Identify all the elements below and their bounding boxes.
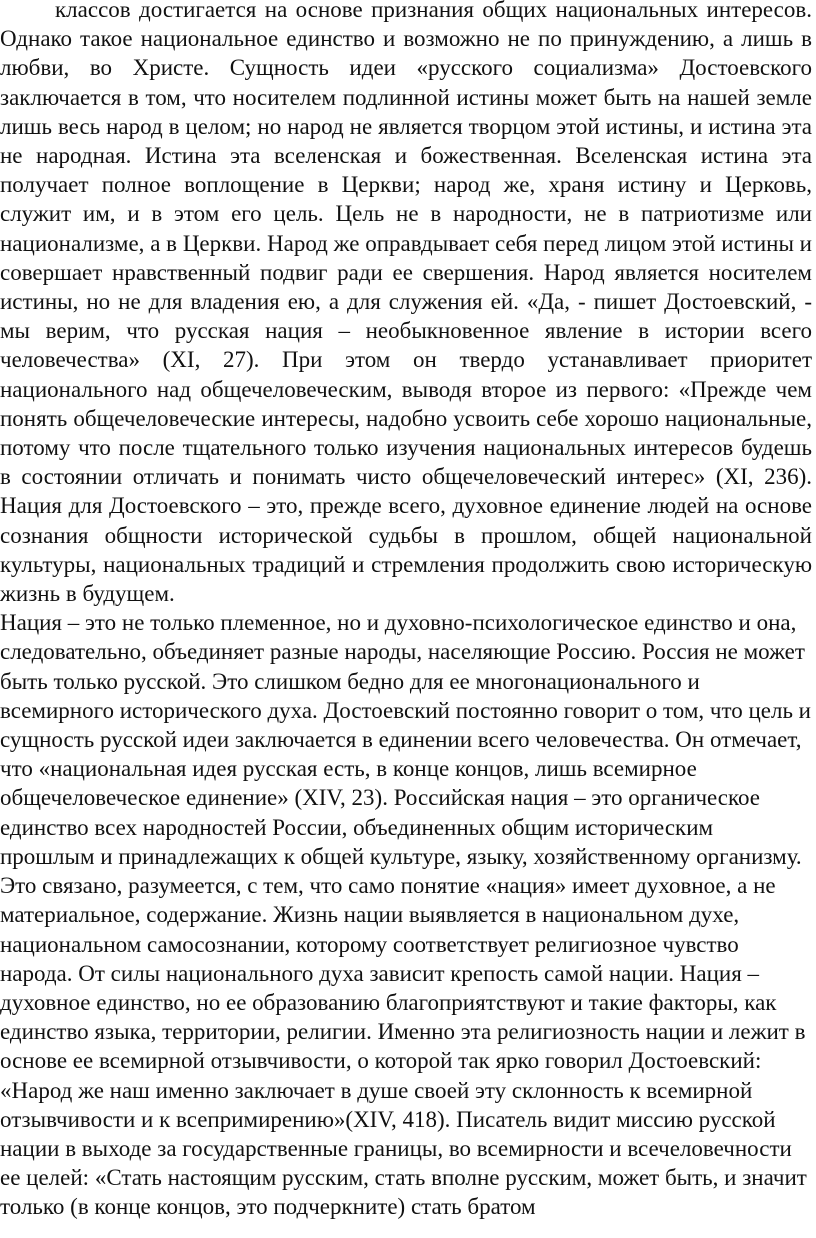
paragraph-1: классов достигается на основе признания общих национальных интересов. Однако такое национальное единство и возможно не по принуждению, а лишь в любви, во Христе. Сущность идеи «русского социализма» Достоевского заключается в том, что носителем подлинной истины может быть на нашей земле лишь весь народ в целом; но народ не является творцом этой истины, и истина эта не народная. Истина эта вселенская и божественная. Вселенская истина эта получает полное воплощение в Церкви; народ же, храня истину и Церковь, служит им, и в этом его цель. Цель не в народности, не в патриотизме или национализме, а в Церкви. Народ же оправдывает себя перед лицом этой истины и совершает нравственный подвиг ради ее свершения. Народ является носителем истины, но не для владения ею, а для служения ей. «Да, - пишет Достоевский, - мы верим, что русская нация – необыкновенное явление в истории всего человечества» (XI, 27). При этом он твердо устанавливает приоритет национального над общечеловеческим, выводя второе из первого: «Прежде чем понять общечеловеческие интересы, надобно усвоить себе хорошо национальные, потому что после тщательного только изучения национальных интересов будешь в состоянии отличать и понимать чисто общечеловеческий интерес» (XI, 236). Нация для Достоевского – это, прежде всего, духовное единение людей на основе сознания общности исторической судьбы в прошлом, общей национальной культуры, национальных традиций и стремления продолжить свою историческую жизнь в будущем. [0,0,812,607]
paragraph-2: Нация – это не только племенное, но и духовно-психологическое единство и она, следовательно, объединяет разные народы, населяющие Россию. Россия не может быть только русской. Это слишком бедно для ее многонационального и всемирного исторического духа. Достоевский постоянно говорит о том, что цель и сущность русской идеи заключается в единении всего человечества. Он отмечает, что «национальная идея русская есть, в конце концов, лишь всемирное общечеловеческое единение» (XIV, 23). Российская нация – это органическое единство всех народностей России, объединенных общим историческим прошлым и принадлежащих к общей культуре, языку, хозяйственному организму. Это связано, разумеется, с тем, что само понятие «нация» имеет духовное, а не материальное, содержание. Жизнь нации выявляется в национальном духе, национальном самосознании, которому соответствует религиозное чувство народа. От силы национального духа зависит крепость самой нации. Нация – духовное единство, но ее образованию благоприятствуют и такие факторы, как единство языка, территории, религии. Именно эта религиозность нации и лежит в основе ее всемирной отзывчивости, о которой так ярко говорил Достоевский: «Народ же наш именно заключает в душе своей эту склонность к всемирной отзывчивости и к всепримирению»(XIV, 418). Писатель видит миссию русской нации в выходе за государственные границы, во всемирности и всечеловечности ее целей: «Стать настоящим русским, стать вполне русским, может быть, и значит только (в конце концов, это подчеркните) стать братом [0,610,811,1220]
